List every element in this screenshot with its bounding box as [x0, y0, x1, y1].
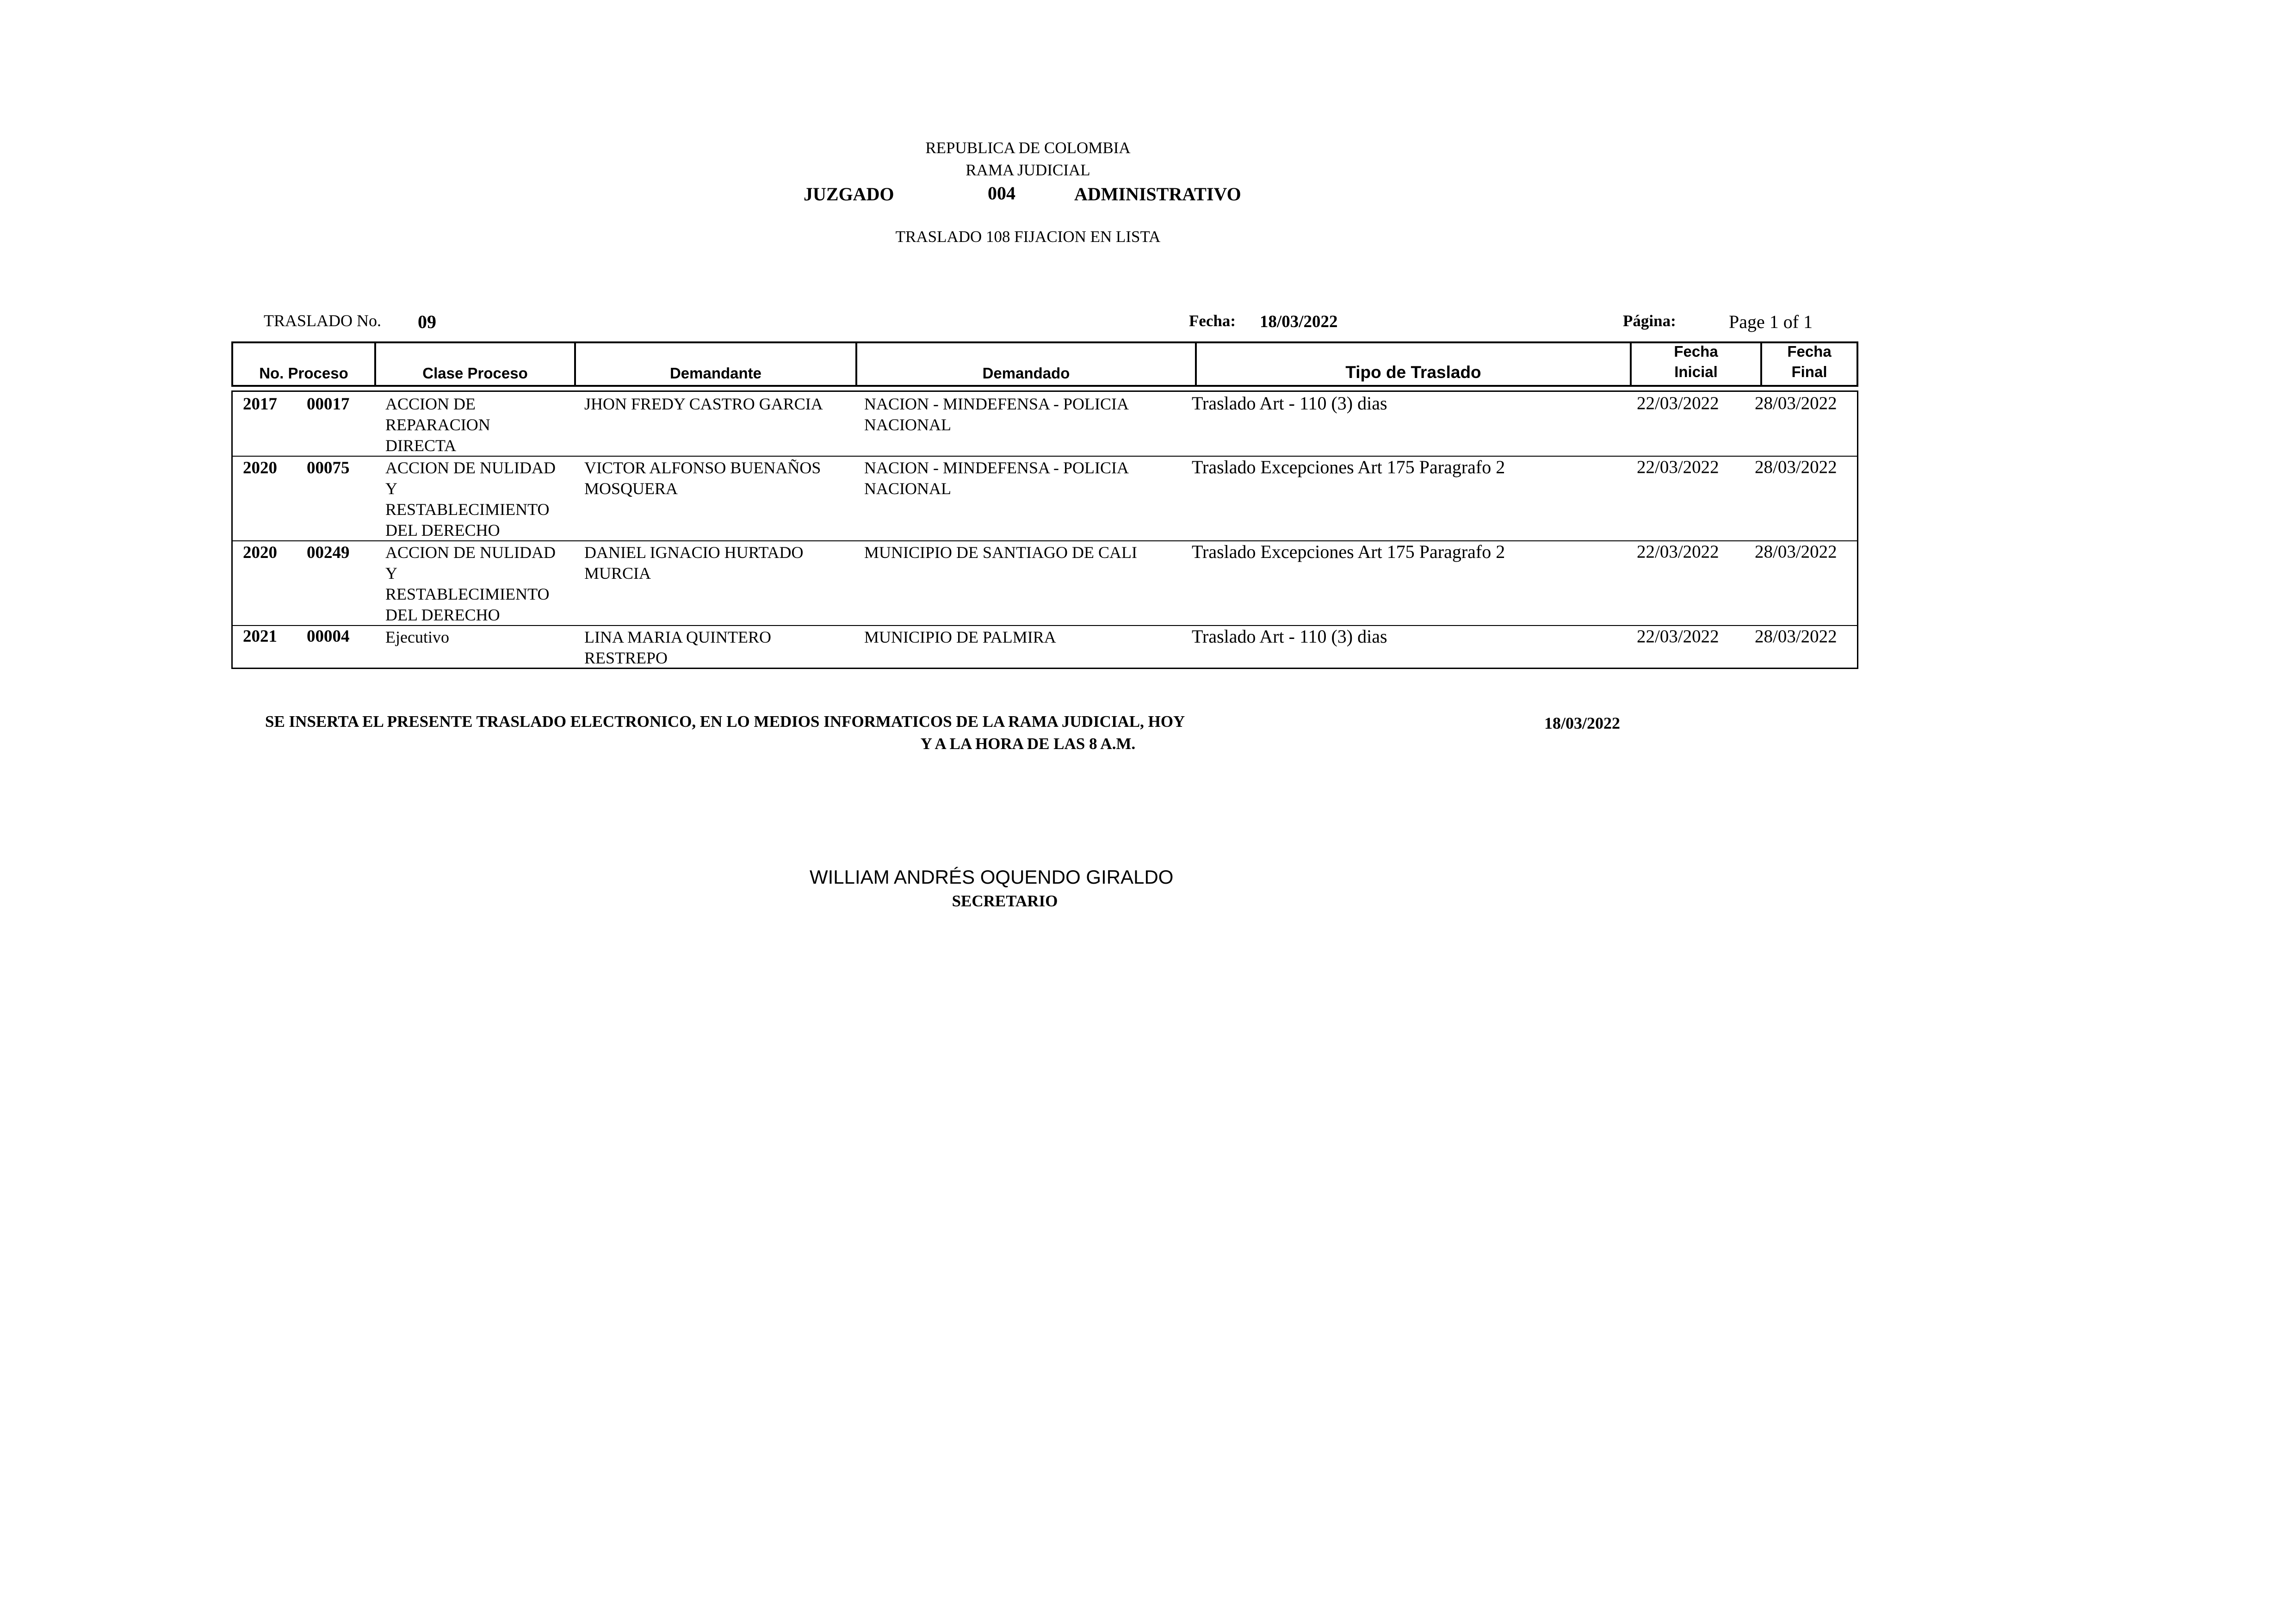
row-clase: Ejecutivo [385, 628, 449, 646]
signature-title: SECRETARIO [952, 892, 1058, 910]
col-header-fecha-final: Fecha Final [1787, 343, 1832, 380]
row-demandado: MUNICIPIO DE SANTIAGO DE CALI [864, 543, 1137, 562]
traslado-number: 09 [418, 311, 436, 332]
court-number: 004 [988, 183, 1015, 204]
traslado-label: TRASLADO No. [264, 311, 382, 330]
row-demandante: JHON FREDY CASTRO GARCIA [584, 395, 823, 413]
col-header-fecha-inicial: Fecha Inicial [1674, 343, 1718, 380]
traslado-table [231, 341, 1858, 667]
col-header-tipo-traslado: Tipo de Traslado [1345, 363, 1481, 382]
row-clase: ACCION DE REPARACION DIRECTA [385, 395, 490, 455]
col-header-clase-proceso: Clase Proceso [422, 365, 528, 382]
row-number: 00017 [307, 395, 350, 414]
col-header-demandado: Demandado [982, 365, 1070, 382]
table-header [231, 341, 1858, 387]
fecha-label: Fecha: [1189, 312, 1236, 330]
row-demandante: DANIEL IGNACIO HURTADO MURCIA [584, 543, 804, 582]
header-line2: RAMA JUDICIAL [965, 161, 1090, 179]
row-year: 2020 [243, 458, 277, 477]
footer-date: 18/03/2022 [1544, 714, 1621, 732]
row-year: 2017 [243, 395, 277, 414]
row-fecha-final: 28/03/2022 [1755, 457, 1837, 477]
signature-name: WILLIAM ANDRÉS OQUENDO GIRALDO [810, 866, 1174, 888]
row-number: 00004 [307, 627, 350, 646]
row-number: 00075 [307, 458, 350, 477]
row-year: 2020 [243, 543, 277, 562]
row-fecha-final: 28/03/2022 [1755, 393, 1837, 413]
court-type: ADMINISTRATIVO [1074, 184, 1241, 204]
row-tipo: Traslado Art - 110 (3) dias [1192, 626, 1387, 647]
row-demandante: LINA MARIA QUINTERO RESTREPO [584, 628, 771, 667]
col-header-demandante: Demandante [669, 365, 762, 382]
row-fecha-inicial: 22/03/2022 [1637, 542, 1719, 562]
header-subtitle: TRASLADO 108 FIJACION EN LISTA [895, 228, 1161, 246]
row-demandado: NACION - MINDEFENSA - POLICIA NACIONAL [864, 458, 1129, 498]
row-tipo: Traslado Excepciones Art 175 Paragrafo 2 [1192, 541, 1505, 562]
row-fecha-final: 28/03/2022 [1755, 542, 1837, 562]
header-line1: REPUBLICA DE COLOMBIA [925, 139, 1131, 157]
pagina-value: Page 1 of 1 [1729, 311, 1813, 332]
row-tipo: Traslado Excepciones Art 175 Paragrafo 2 [1192, 457, 1505, 477]
row-fecha-inicial: 22/03/2022 [1637, 626, 1719, 646]
row-clase: ACCION DE NULIDAD Y RESTABLECIMIENTO DEL DERECHO [385, 458, 556, 539]
row-demandado: NACION - MINDEFENSA - POLICIA NACIONAL [864, 395, 1129, 434]
row-year: 2021 [243, 627, 277, 646]
table-row [233, 626, 1857, 669]
row-tipo: Traslado Art - 110 (3) dias [1192, 393, 1387, 414]
table-row [233, 392, 1857, 457]
row-demandante: VICTOR ALFONSO BUENAÑOS MOSQUERA [584, 458, 821, 498]
fecha-value: 18/03/2022 [1260, 312, 1338, 331]
footer-line1: SE INSERTA EL PRESENTE TRASLADO ELECTRONICO, EN LO MEDIOS INFORMATICOS DE LA RAMA JUDICIAL, HOY [265, 712, 1185, 731]
pagina-label: Página: [1623, 312, 1676, 330]
table-row [233, 541, 1857, 626]
table-row [233, 457, 1857, 541]
footer-line2: Y A LA HORA DE LAS 8 A.M. [920, 735, 1136, 753]
row-fecha-inicial: 22/03/2022 [1637, 457, 1719, 477]
court-label: JUZGADO [804, 184, 894, 204]
row-clase: ACCION DE NULIDAD Y RESTABLECIMIENTO DEL DERECHO [385, 543, 556, 624]
col-header-no-proceso: No. Proceso [259, 365, 348, 382]
table-body [231, 390, 1858, 669]
row-fecha-final: 28/03/2022 [1755, 626, 1837, 646]
row-fecha-inicial: 22/03/2022 [1637, 393, 1719, 413]
row-demandado: MUNICIPIO DE PALMIRA [864, 628, 1056, 646]
row-number: 00249 [307, 543, 350, 562]
